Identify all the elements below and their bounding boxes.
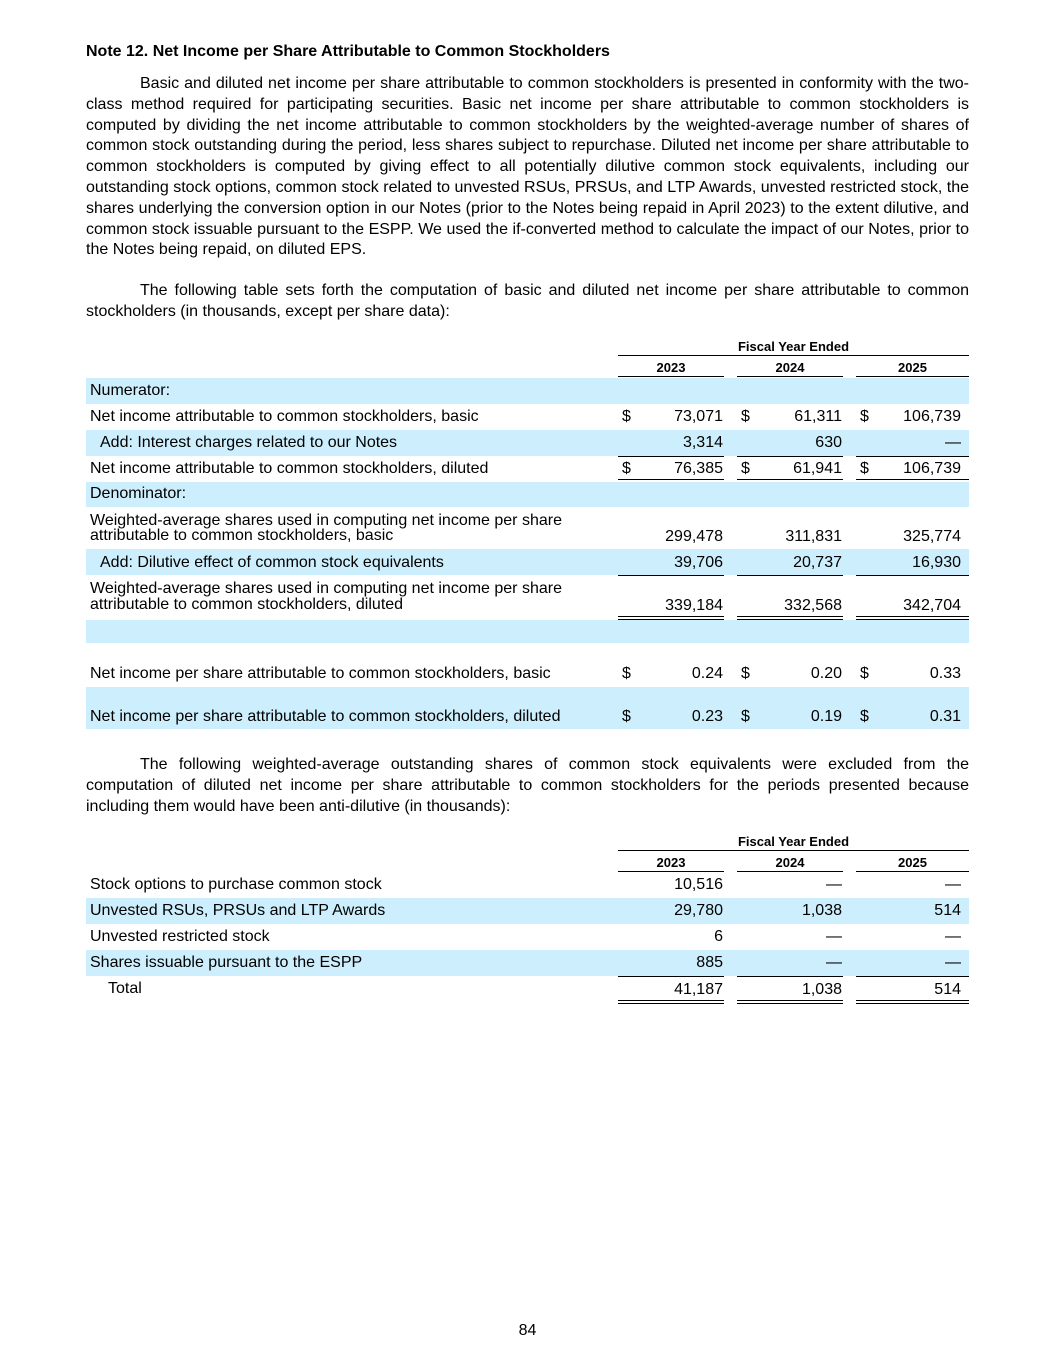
table-row: Stock options to purchase common stock 10,516 — — (90, 876, 961, 893)
table-row: Add: Dilutive effect of common stock equivalents 39,706 20,737 16,930 (86, 549, 969, 575)
table-row: Net income attributable to common stockholders, basic $ 73,071 $ 61,311 $ 106,739 (90, 408, 961, 425)
table-row (86, 482, 969, 507)
table1-intro-paragraph: The following table sets forth the computation of basic and diluted net income per share attributable to common stockholders (in thousands, except per share data): (86, 282, 969, 320)
numerator-label: Numerator: (90, 382, 171, 399)
table-row (86, 378, 969, 404)
table-row: Weighted-average shares used in computing net income per share attributable to common stockholders, diluted 339,184 332,568 342,704 (90, 580, 961, 614)
year-header-2023: 2023 (656, 855, 686, 870)
year-header-2025: 2025 (898, 360, 927, 375)
table-row: Add: Interest charges related to our Notes 3,314 630 — (86, 430, 969, 456)
table-row: Net income per share attributable to common stockholders, basic $ 0.24 $ 0.20 $ 0.33 (90, 665, 961, 682)
page-number: 84 (518, 1322, 537, 1339)
table-row: Unvested RSUs, PRSUs and LTP Awards 29,780 1,038 514 (86, 898, 969, 924)
table-row: Weighted-average shares used in computing net income per share attributable to common stockholders, basic 299,478 311,831 325,774 (90, 512, 961, 545)
year-header-2024: 2024 (775, 360, 805, 375)
anti-dilutive-paragraph: The following weighted-average outstanding shares of common stock equivalents were excluded from the computation of diluted net income per share attributable to common stockholders for the periods presented because including them would have been anti-dilutive (in thousands): (86, 756, 969, 815)
fiscal-year-header: Fiscal Year Ended (737, 834, 850, 849)
table-row: Shares issuable pursuant to the ESPP 885 — — (86, 950, 969, 976)
year-header-2023: 2023 (656, 360, 686, 375)
fiscal-year-header: Fiscal Year Ended (737, 339, 850, 354)
denominator-label: Denominator: (90, 485, 187, 502)
year-header-2024: 2024 (775, 855, 805, 870)
header-rule (618, 355, 969, 356)
table-spacer-row (86, 620, 969, 643)
table-row: Unvested restricted stock 6 — — (90, 928, 961, 945)
note-heading: Note 12. Net Income per Share Attributable to Common Stockholders (86, 43, 610, 60)
table-row: Net income per share attributable to common stockholders, diluted $ 0.23 $ 0.19 $ 0.31 (86, 687, 969, 729)
table-total-row: Total 41,187 1,038 514 (108, 980, 961, 998)
intro-paragraph: Basic and diluted net income per share attributable to common stockholders is presented in conformity with the two-class method required for participating securities. Basic net income per share attributable to common stockholders is computed by dividing the net income attributable to common stockholders by the weighted-average number of shares of common stock outstanding during the period, less shares subject to repurchase. Diluted net income per share attributable to common stockholders is computed by giving effect to all potentially dilutive common stock equivalents, including our outstanding stock options, common stock related to unvested RSUs, PRSUs, and LTP Awards, unvested restricted stock, the shares underlying the conversion option in our Notes (prior to the Notes being repaid in April 2023) to the extent dilutive, and common stock issuable pursuant to the ESPP. We used the if-converted method to calculate the impact of our Notes, prior to the Notes being repaid, on diluted EPS. (86, 75, 969, 259)
table-row: Net income attributable to common stockholders, diluted $ 76,385 $ 61,941 $ 106,739 (90, 460, 961, 477)
year-header-2025: 2025 (898, 855, 927, 870)
